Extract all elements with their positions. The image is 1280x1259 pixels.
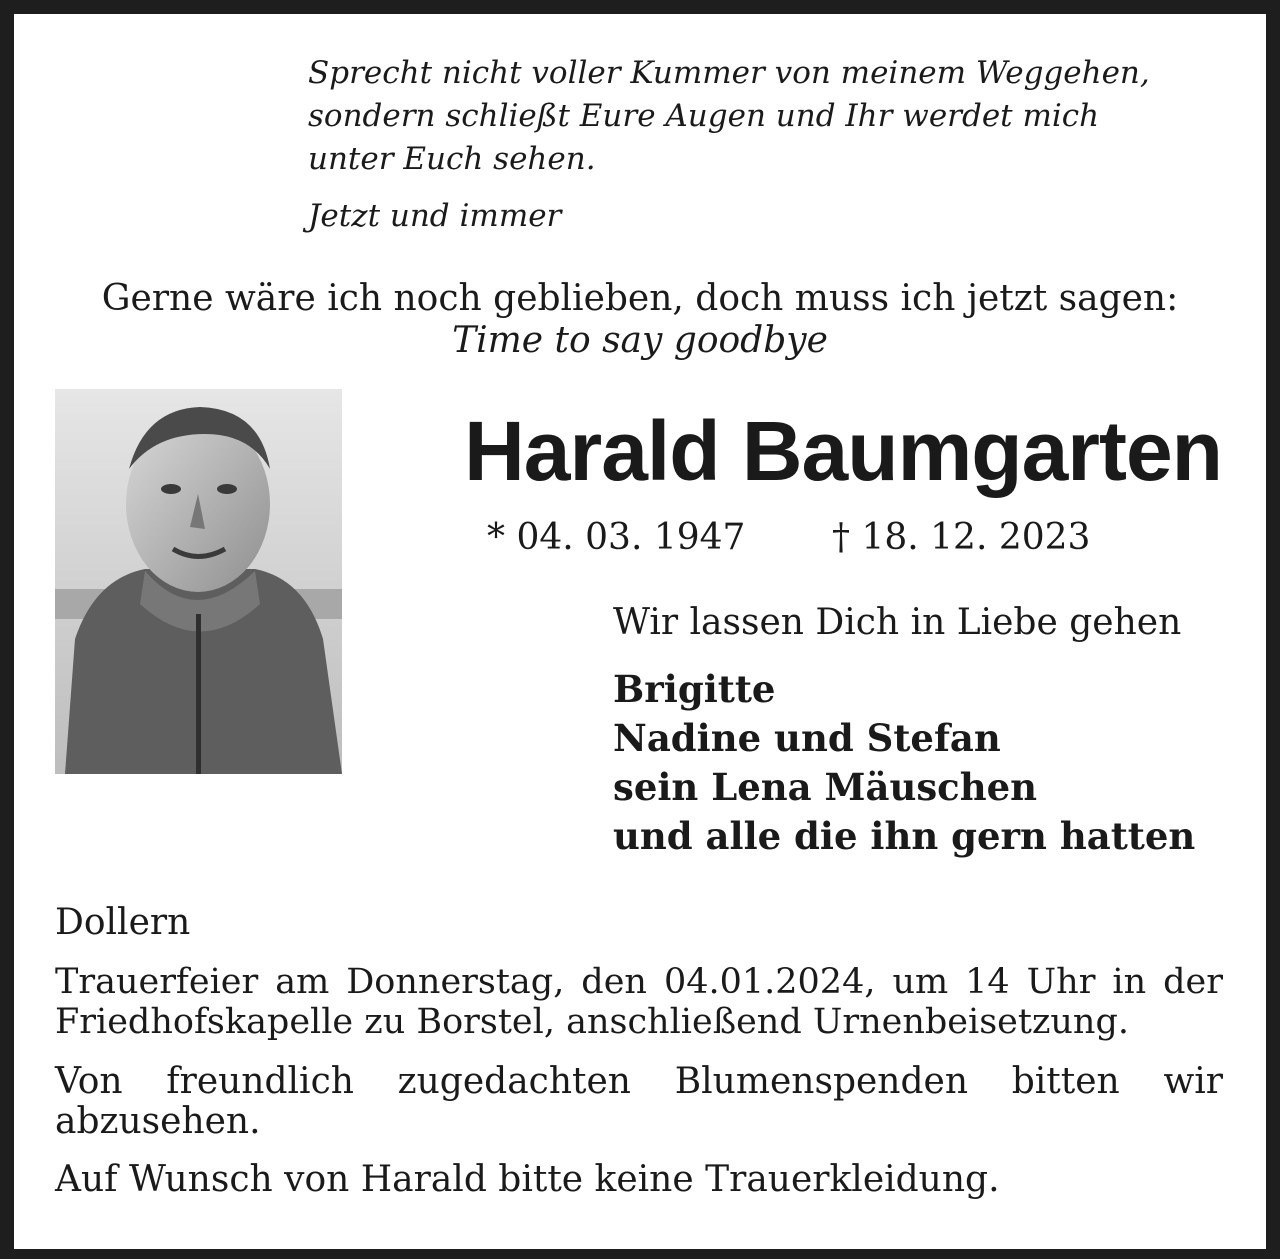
ceremony-details: Trauerfeier am Donnerstag, den 04.01.2024, um 14 Uhr in der Friedhofskapelle zu Borstel, anschließend Urnenbeisetzung.	[55, 962, 1223, 1042]
portrait-photo	[55, 389, 342, 774]
mourner: Nadine und Stefan	[613, 716, 1001, 760]
mourner: und alle die ihn gern hatten	[613, 814, 1196, 858]
flowers-note: Von freundlich zugedachten Blumenspenden bitten wir abzusehen.	[55, 1061, 1223, 1142]
birth-date: * 04. 03. 1947	[487, 517, 746, 558]
poem-line: Sprecht nicht voller Kummer von meinem Weggehen,	[308, 55, 1150, 91]
place-name: Dollern	[55, 902, 191, 943]
portrait-illustration	[55, 389, 342, 774]
poem-closing: Jetzt und immer	[308, 198, 562, 234]
deceased-name: Harald Baumgarten	[464, 404, 1222, 498]
mourner: Brigitte	[613, 667, 776, 711]
attire-note: Auf Wunsch von Harald bitte keine Trauerkleidung.	[55, 1159, 1000, 1200]
poem	[308, 52, 1150, 181]
mourner: sein Lena Mäuschen	[613, 765, 1038, 809]
mourners-list	[613, 665, 1195, 861]
farewell-line: Wir lassen Dich in Liebe gehen	[613, 602, 1182, 643]
poem-line: sondern schließt Eure Augen und Ihr werdet mich	[308, 98, 1100, 134]
lyric-line-italic: Time to say goodbye	[452, 320, 828, 361]
death-date: † 18. 12. 2023	[832, 517, 1091, 558]
lyric-line: Gerne wäre ich noch geblieben, doch muss ich jetzt sagen:	[101, 278, 1179, 319]
poem-line: unter Euch sehen.	[308, 141, 596, 177]
